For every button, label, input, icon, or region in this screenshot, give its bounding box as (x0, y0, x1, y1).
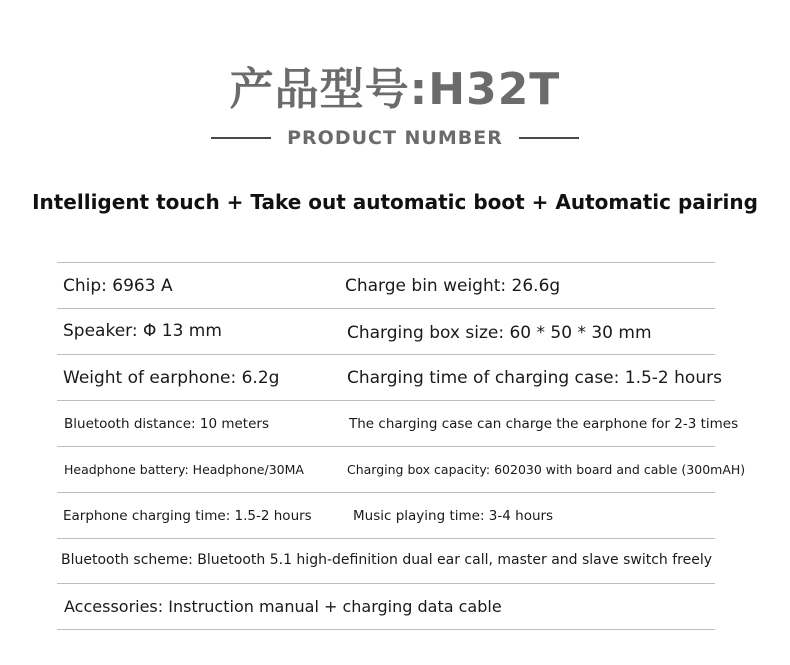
spec-row (57, 447, 746, 493)
feature-tagline: Intelligent touch + Take out automatic boot + Automatic pairing (32, 190, 758, 214)
spec-accessories: Accessories: Instruction manual + charging data cable (64, 597, 502, 616)
spec-bluetooth-distance: Bluetooth distance: 10 meters (64, 416, 269, 432)
spec-row (57, 309, 715, 355)
spec-case-charging-time: Charging time of charging case: 1.5-2 hours (347, 368, 722, 388)
spec-row (57, 584, 715, 630)
spec-earphone-charging-time: Earphone charging time: 1.5-2 hours (63, 508, 312, 524)
product-number-header (0, 126, 790, 150)
spec-earphone-weight: Weight of earphone: 6.2g (63, 368, 280, 388)
spec-bluetooth-scheme: Bluetooth scheme: Bluetooth 5.1 high-definition dual ear call, master and slave switch freely (61, 552, 713, 568)
spec-row (57, 401, 739, 447)
spec-table (57, 262, 746, 630)
spec-speaker: Speaker: Φ 13 mm (63, 321, 222, 341)
spec-headphone-battery: Headphone battery: Headphone/30MA (64, 462, 304, 477)
spec-row (57, 539, 715, 584)
spec-charging-box-capacity: Charging box capacity: 602030 with board and cable (300mAH) (347, 462, 746, 477)
spec-row (57, 493, 715, 539)
spec-case-charge-count: The charging case can charge the earphone for 2-3 times (349, 416, 739, 432)
spec-chip: Chip: 6963 A (63, 276, 173, 296)
spec-row (57, 263, 715, 309)
left-divider-line (211, 137, 271, 139)
product-number-label: PRODUCT NUMBER (287, 127, 503, 149)
right-divider-line (519, 137, 579, 139)
spec-music-playing-time: Music playing time: 3-4 hours (353, 508, 554, 524)
product-model-title: 产品型号:H32T (229, 64, 561, 115)
spec-charging-box-size: Charging box size: 60 * 50 * 30 mm (347, 323, 652, 343)
spec-row (57, 355, 722, 401)
spec-charge-bin-weight: Charge bin weight: 26.6g (345, 276, 561, 296)
